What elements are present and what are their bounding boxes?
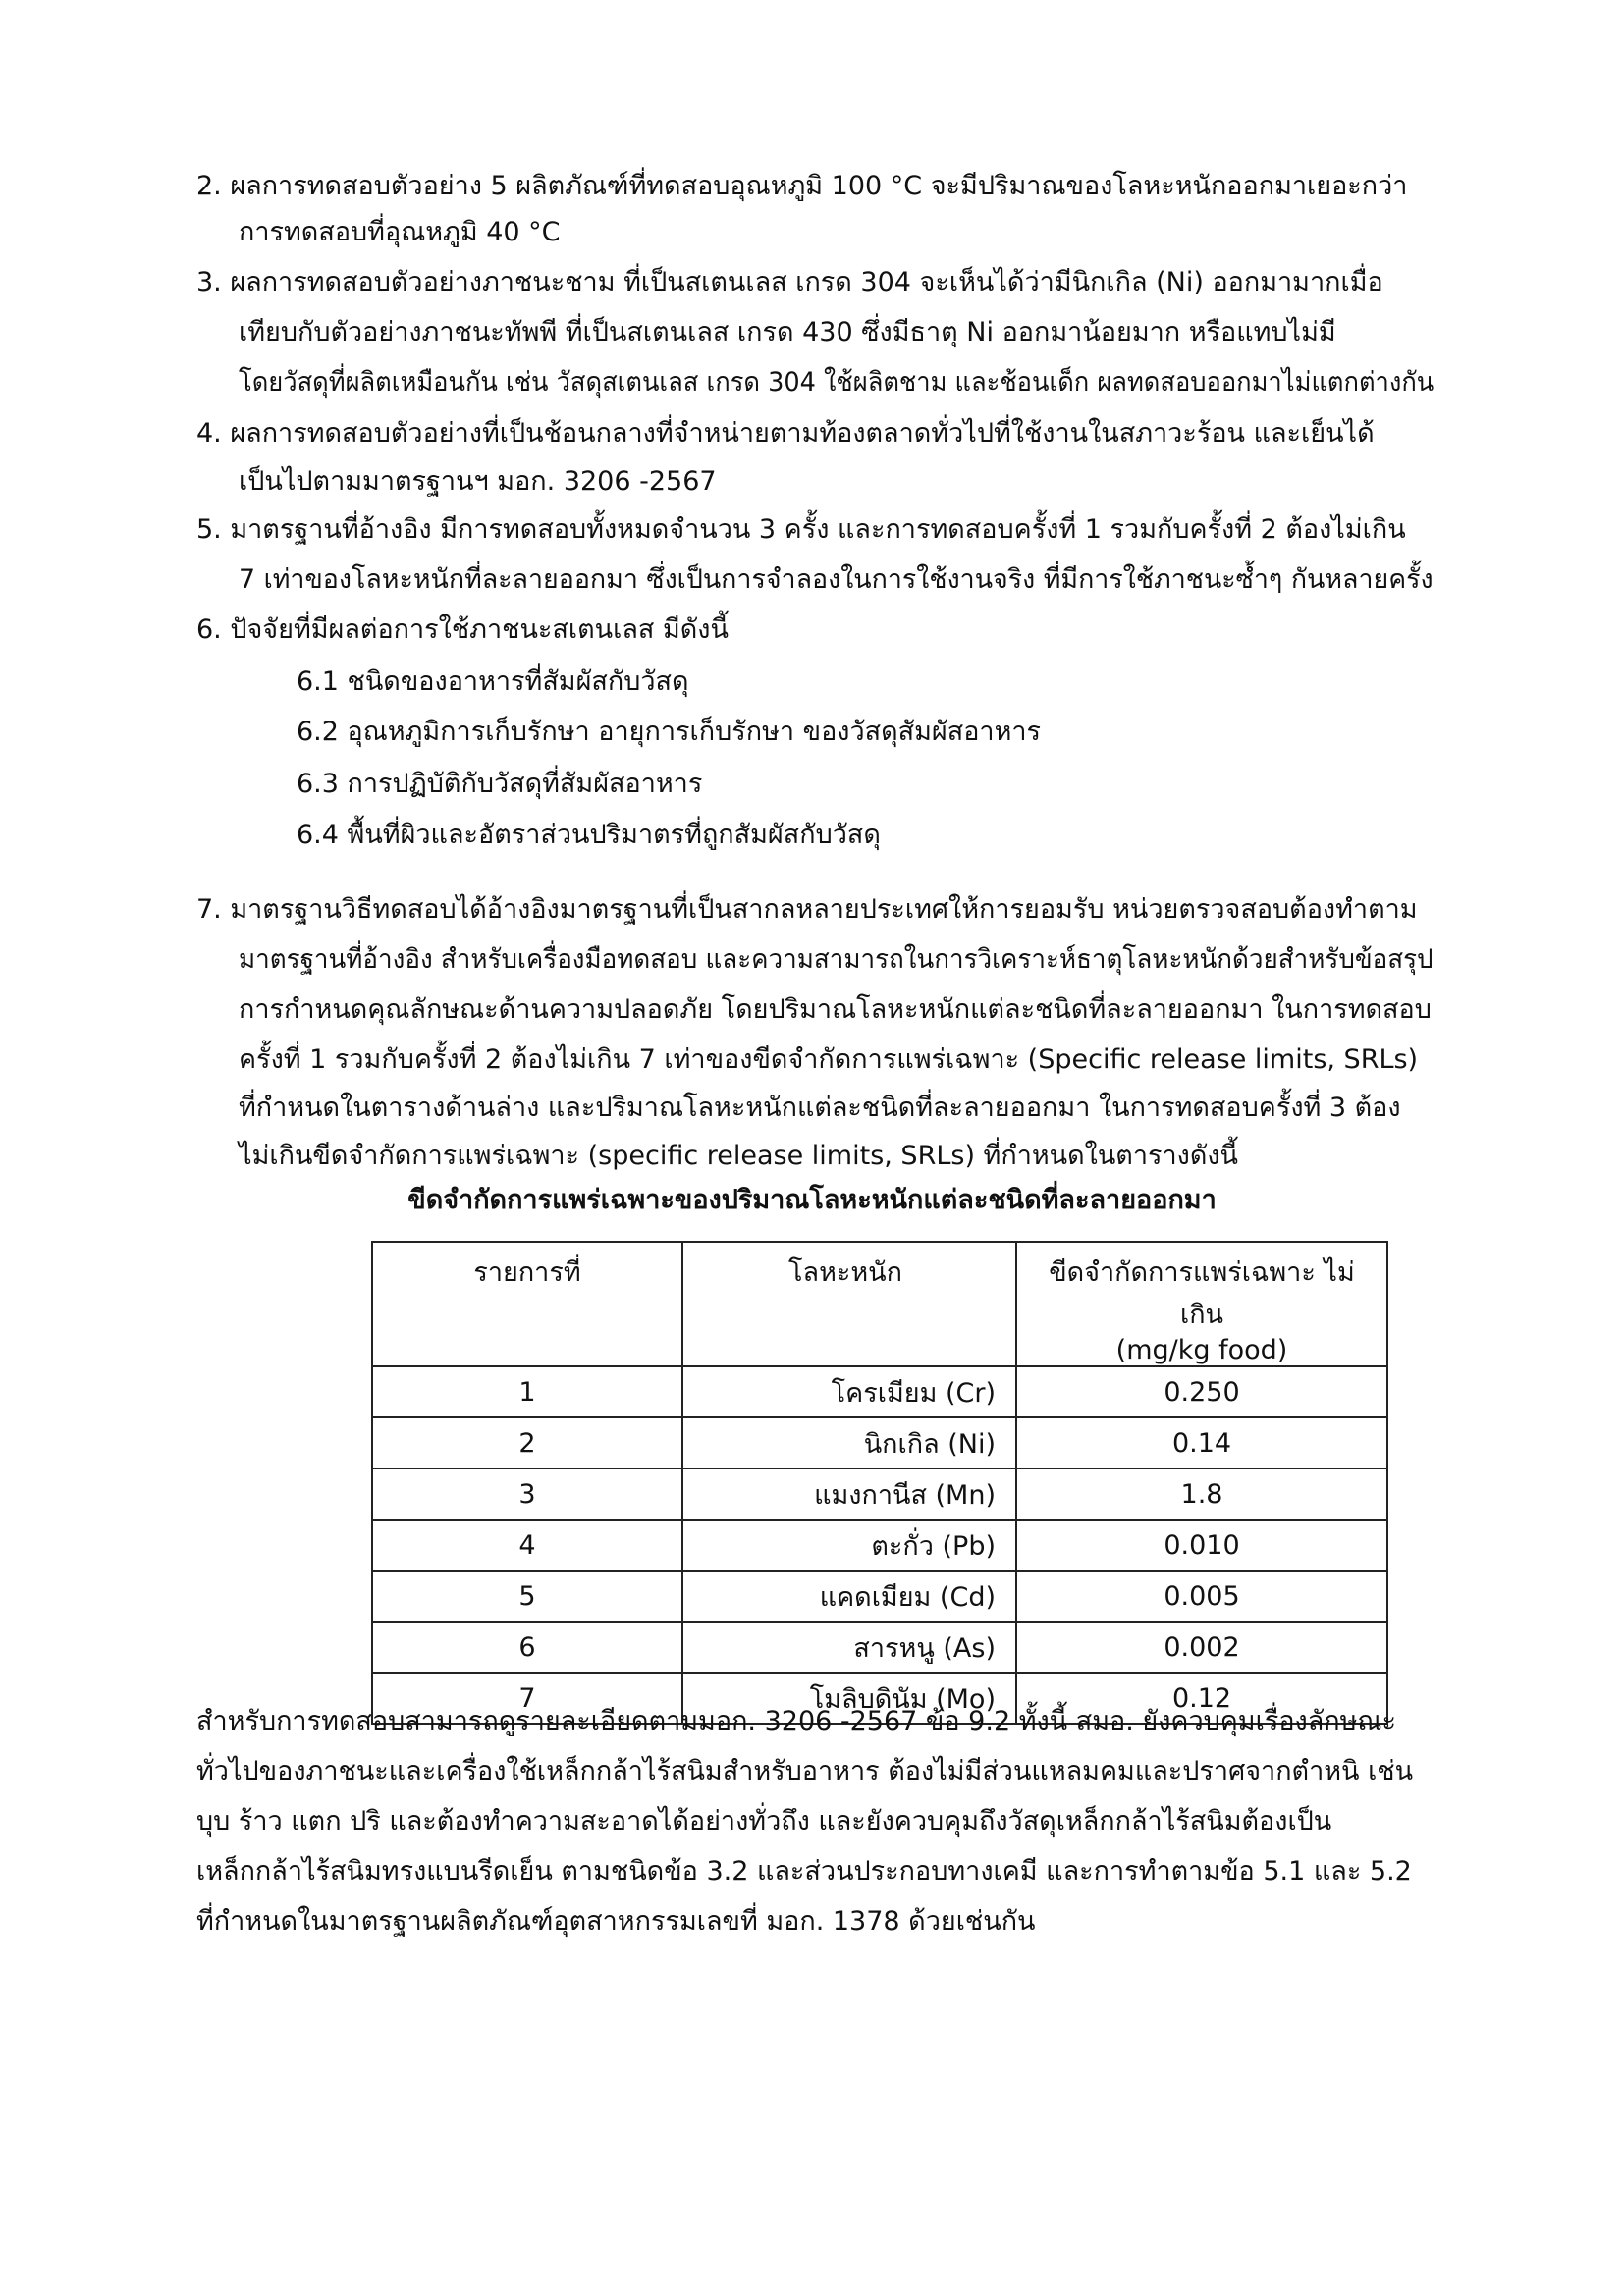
row-metal: สารหนู (As)	[682, 1622, 1016, 1673]
item-5-line-2: 7 เท่าของโลหะหนักที่ละลายออกมา ซึ่งเป็นการจำลองในการใช้งานจริง ที่มีการใช้ภาชนะซ้ำๆ กันหลายครั้ง	[239, 564, 1434, 595]
item-7-line-3: การกำหนดคุณลักษณะด้านความปลอดภัย โดยปริมาณโลหะหนักแต่ละชนิดที่ละลายออกมา ในการทดสอบ	[239, 994, 1432, 1025]
item-7-line-2: มาตรฐานที่อ้างอิง สำหรับเครื่องมือทดสอบ และความสามารถในการวิเคราะห์ธาตุโลหะหนักด้วยสำหรับข้อสรุป	[239, 944, 1434, 975]
table-row	[372, 1520, 1387, 1571]
row-metal: ตะกั่ว (Pb)	[682, 1520, 1016, 1571]
row-no: 1	[372, 1366, 682, 1417]
header-metal: โลหะหนัก	[682, 1242, 1016, 1366]
row-no: 2	[372, 1417, 682, 1468]
row-metal: นิกเกิล (Ni)	[682, 1417, 1016, 1468]
header-item-no: รายการที่	[372, 1242, 682, 1366]
item-7-line-1: 7. มาตรฐานวิธีทดสอบได้อ้างอิงมาตรฐานที่เป็นสากลหลายประเทศให้การยอมรับ หน่วยตรวจสอบต้องทำตาม	[196, 894, 1418, 925]
item-4-line-2: เป็นไปตามมาตรฐานฯ มอก. 3206 -2567	[239, 466, 717, 497]
row-metal: แมงกานีส (Mn)	[682, 1468, 1016, 1520]
table-caption: ขีดจำกัดการแพร่เฉพาะของปริมาณโลหะหนักแต่ละชนิดที่ละลายออกมา	[407, 1185, 1217, 1215]
closing-line-4: เหล็กกล้าไร้สนิมทรงแบนรีดเย็น ตามชนิดข้อ 3.2 และส่วนประกอบทางเคมี และการทำตามข้อ 5.1 และ 5.2	[196, 1856, 1412, 1887]
row-limit: 0.005	[1016, 1571, 1387, 1622]
closing-line-2: ทั่วไปของภาชนะและเครื่องใช้เหล็กกล้าไร้สนิมสำหรับอาหาร ต้องไม่มีส่วนแหลมคมและปราศจากตำหนิ เช่น	[196, 1756, 1414, 1787]
table-row	[372, 1417, 1387, 1468]
item-3-line-3: โดยวัสดุที่ผลิตเหมือนกัน เช่น วัสดุสเตนเลส เกรด 304 ใช้ผลิตชาม และช้อนเด็ก ผลทดสอบออกมาไม่แตกต่างกัน	[239, 367, 1435, 398]
row-limit: 0.250	[1016, 1366, 1387, 1417]
item-6-line-1: 6. ปัจจัยที่มีผลต่อการใช้ภาชนะสเตนเลส มีดังนี้	[196, 614, 729, 645]
row-limit: 0.14	[1016, 1417, 1387, 1468]
closing-line-1: สำหรับการทดสอบสามารถดูรายละเอียดตามมอก. 3206 -2567 ข้อ 9.2 ทั้งนี้ สมอ. ยังควบคุมเรื่องลักษณะ	[196, 1706, 1396, 1736]
item-3-line-2: เทียบกับตัวอย่างภาชนะทัพพี ที่เป็นสเตนเลส เกรด 430 ซึ่งมีธาตุ Ni ออกมาน้อยมาก หรือแทบไม่มี	[239, 317, 1336, 347]
header-limit-unit: (mg/kg food)	[1115, 1335, 1288, 1365]
row-no: 4	[372, 1520, 682, 1571]
table-row	[372, 1571, 1387, 1622]
item-4-line-1: 4. ผลการทดสอบตัวอย่างที่เป็นช้อนกลางที่จำหน่ายตามท้องตลาดทั่วไปที่ใช้งานในสภาวะร้อน และเย็นได้	[196, 418, 1375, 449]
item-3-line-1: 3. ผลการทดสอบตัวอย่างภาชนะชาม ที่เป็นสเตนเลส เกรด 304 จะเห็นได้ว่ามีนิกเกิล (Ni) ออกมามากเมื่อ	[196, 267, 1383, 297]
subitem-6-2: 6.2 อุณหภูมิการเก็บรักษา อายุการเก็บรักษา ของวัสดุสัมผัสอาหาร	[297, 717, 1042, 747]
table-row	[372, 1622, 1387, 1673]
item-5-line-1: 5. มาตรฐานที่อ้างอิง มีการทดสอบทั้งหมดจำนวน 3 ครั้ง และการทดสอบครั้งที่ 1 รวมกับครั้งที่ 2 ต้องไม่เกิน	[196, 514, 1406, 545]
table-row	[372, 1366, 1387, 1417]
table-header-row	[372, 1242, 1387, 1366]
row-limit: 1.8	[1016, 1468, 1387, 1520]
row-metal: โมลิบดินัม (Mo)	[682, 1673, 1016, 1724]
row-no: 6	[372, 1622, 682, 1673]
item-7-line-5: ที่กำหนดในตารางด้านล่าง และปริมาณโลหะหนักแต่ละชนิดที่ละลายออกมา ในการทดสอบครั้งที่ 3 ต้อง	[239, 1093, 1401, 1123]
subitem-6-4: 6.4 พื้นที่ผิวและอัตราส่วนปริมาตรที่ถูกสัมผัสกับวัสดุ	[297, 820, 881, 850]
closing-line-5: ที่กำหนดในมาตรฐานผลิตภัณฑ์อุตสาหกรรมเลขที่ มอก. 1378 ด้วยเช่นกัน	[196, 1906, 1036, 1937]
row-limit: 0.12	[1016, 1673, 1387, 1724]
subitem-6-1: 6.1 ชนิดของอาหารที่สัมผัสกับวัสดุ	[297, 667, 689, 697]
header-limit-label: ขีดจำกัดการแพร่เฉพาะ ไม่เกิน	[1049, 1257, 1355, 1330]
row-metal: โครเมียม (Cr)	[682, 1366, 1016, 1417]
item-2-line-2: การทดสอบที่อุณหภูมิ 40 °C	[239, 217, 561, 247]
release-limits-table	[371, 1241, 1388, 1725]
item-7-line-6: ไม่เกินขีดจำกัดการแพร่เฉพาะ (specific release limits, SRLs) ที่กำหนดในตารางดังนี้	[239, 1141, 1239, 1171]
row-no: 3	[372, 1468, 682, 1520]
table-row	[372, 1468, 1387, 1520]
row-no: 5	[372, 1571, 682, 1622]
row-limit: 0.002	[1016, 1622, 1387, 1673]
row-no: 7	[372, 1673, 682, 1724]
item-2-line-1: 2. ผลการทดสอบตัวอย่าง 5 ผลิตภัณฑ์ที่ทดสอบอุณหภูมิ 100 °C จะมีปริมาณของโลหะหนักออกมาเยอะกว่า	[196, 171, 1408, 201]
item-7-line-4: ครั้งที่ 1 รวมกับครั้งที่ 2 ต้องไม่เกิน 7 เท่าของขีดจำกัดการแพร่เฉพาะ (Specific release limits, SRLs)	[239, 1044, 1419, 1075]
row-metal: แคดเมียม (Cd)	[682, 1571, 1016, 1622]
header-limit	[1016, 1242, 1387, 1366]
row-limit: 0.010	[1016, 1520, 1387, 1571]
closing-line-3: บุบ ร้าว แตก ปริ และต้องทำความสะอาดได้อย่างทั่วถึง และยังควบคุมถึงวัสดุเหล็กกล้าไร้สนิมต้องเป็น	[196, 1806, 1332, 1837]
subitem-6-3: 6.3 การปฏิบัติกับวัสดุที่สัมผัสอาหาร	[297, 769, 703, 799]
